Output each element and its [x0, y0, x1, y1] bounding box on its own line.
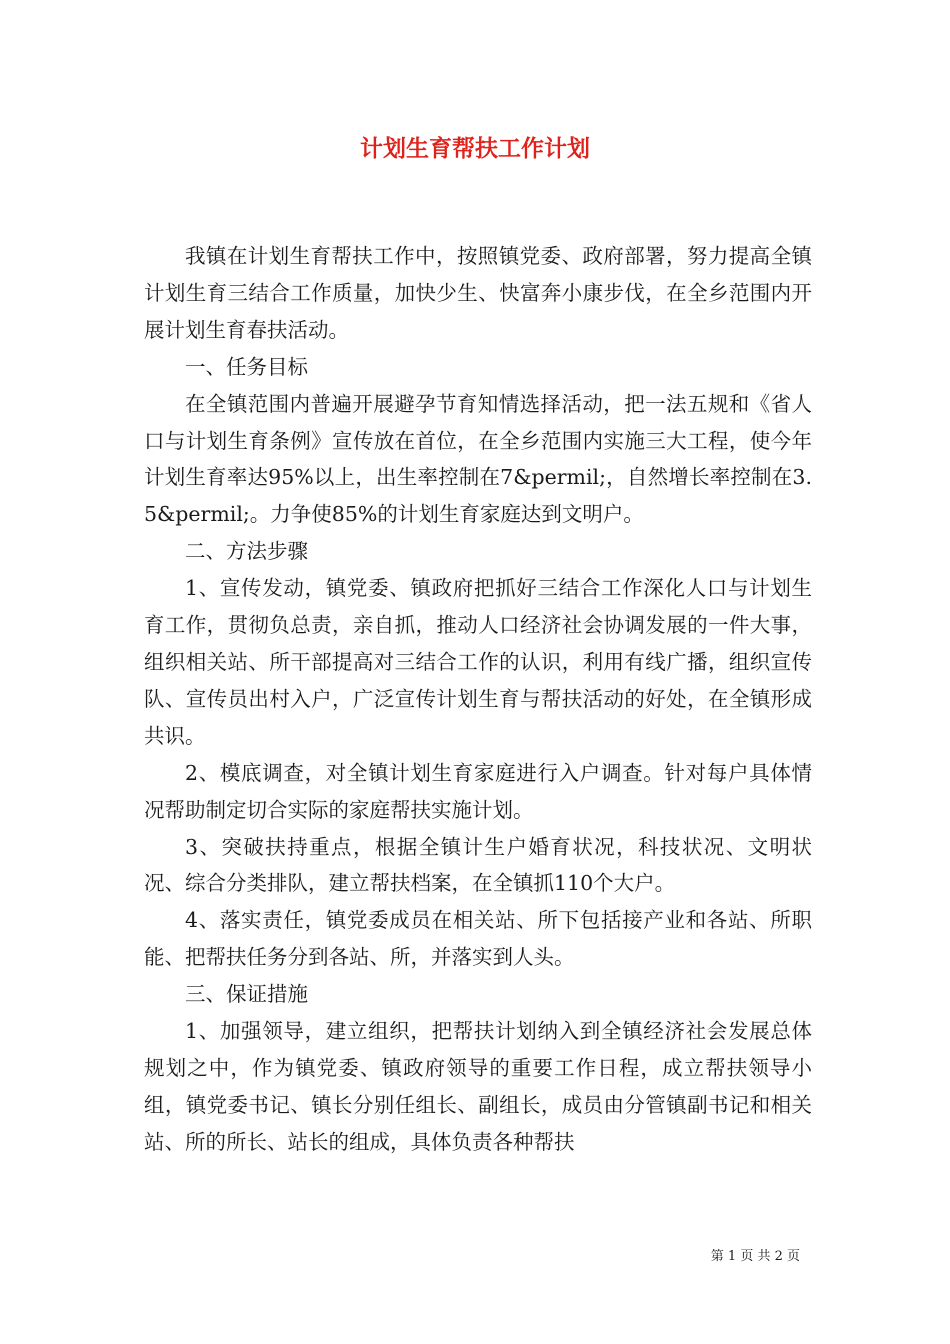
body-paragraph: 4、落实责任，镇党委成员在相关站、所下包括接产业和各站、所职能、把帮扶任务分到各站、所，并落实到人头。 [144, 908, 812, 970]
page-number-footer: 第 1 页 共 2 页 [710, 1249, 800, 1264]
document-body [144, 238, 812, 1161]
section-heading: 二、方法步骤 [185, 539, 308, 564]
body-paragraph: 1、宣传发动，镇党委、镇政府把抓好三结合工作深化人口与计划生育工作，贯彻负总责，亲自抓，推动人口经济社会协调发展的一件大事，组织相关站、所干部提高对三结合工作的认识，利用有线广播，组织宣传队、宣传员出村入户，广泛宣传计划生育与帮扶活动的好处，在全镇形成共识。 [144, 576, 812, 748]
document-title: 计划生育帮扶工作计划 [360, 136, 590, 162]
section-heading: 三、保证措施 [185, 982, 308, 1007]
intro-paragraph: 我镇在计划生育帮扶工作中，按照镇党委、政府部署，努力提高全镇计划生育三结合工作质量，加快少生、快富奔小康步伐，在全乡范围内开展计划生育春扶活动。 [144, 244, 812, 342]
section-heading: 一、任务目标 [185, 354, 308, 379]
body-paragraph: 2、模底调查，对全镇计划生育家庭进行入户调查。针对每户具体情况帮助制定切合实际的家庭帮扶实施计划。 [144, 760, 812, 822]
body-paragraph: 在全镇范围内普遍开展避孕节育知情选择活动，把一法五规和《省人口与计划生育条例》宣传放在首位，在全乡范围内实施三大工程，使今年计划生育率达95%以上，出生率控制在7&permil;，自然增长率控制在3.5&permil;。力争使85%的计划生育家庭达到文明户。 [144, 391, 812, 527]
body-paragraph: 3、突破扶持重点，根据全镇计生户婚育状况，科技状况、文明状况、综合分类排队，建立帮扶档案，在全镇抓110个大户。 [144, 834, 812, 896]
body-paragraph: 1、加强领导，建立组织，把帮扶计划纳入到全镇经济社会发展总体规划之中，作为镇党委、镇政府领导的重要工作日程，成立帮扶领导小组，镇党委书记、镇长分别任组长、副组长，成员由分管镇副书记和相关站、所的所长、站长的组成，具体负责各种帮扶 [144, 1019, 812, 1154]
